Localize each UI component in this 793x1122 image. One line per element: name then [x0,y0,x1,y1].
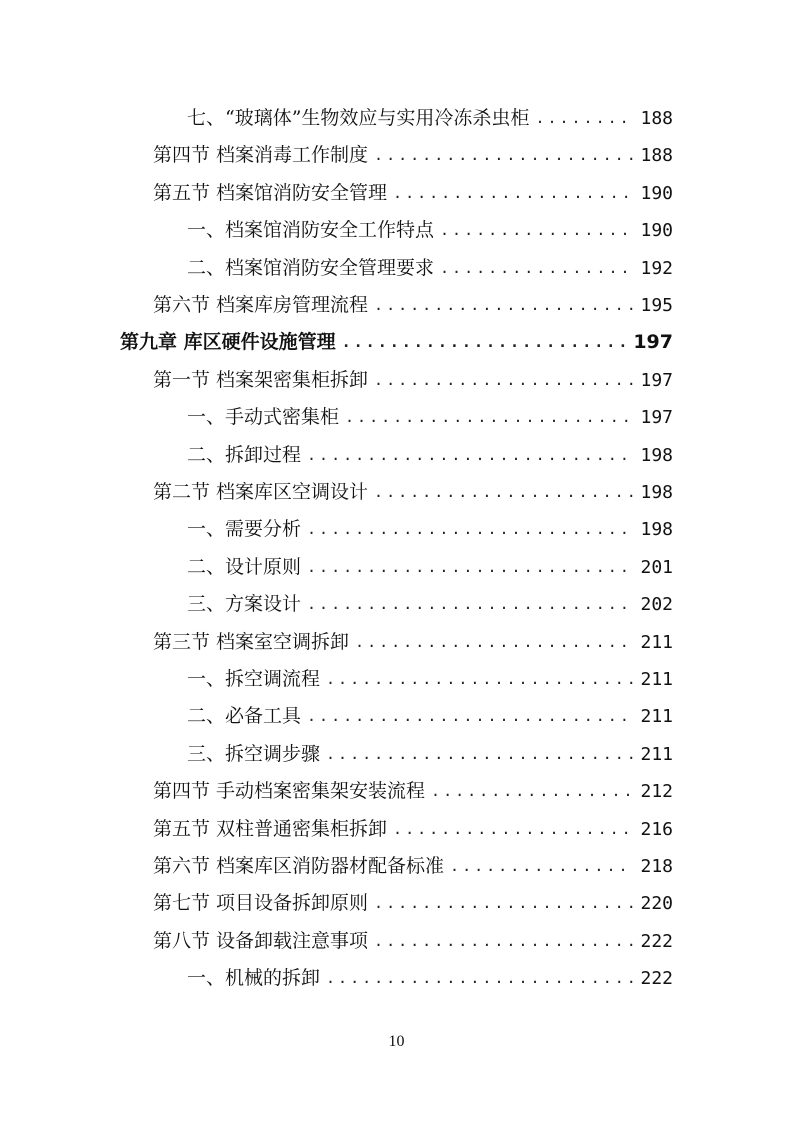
toc-entry[interactable] [187,437,673,474]
toc-entry-page: 188 [640,108,673,129]
toc-entry-title: 第六节 档案库房管理流程 [153,294,369,316]
page-number: 10 [388,1033,405,1050]
toc-entry[interactable] [153,362,673,399]
toc-entry-title: 三、方案设计 [187,593,302,616]
toc-entry-page: 202 [640,594,673,616]
dot-leader [307,549,634,586]
toc-entry-title: 二、设计原则 [187,555,302,578]
toc-entry-page: 212 [640,781,673,803]
toc-entry[interactable] [187,549,673,586]
toc-entry[interactable] [153,287,673,324]
dot-leader [393,175,634,212]
dot-leader [307,437,634,474]
toc-entry[interactable] [153,811,673,848]
toc-entry-page: 211 [640,706,673,728]
toc-entry-page: 211 [640,631,673,653]
dot-leader [440,250,634,287]
toc-entry-page: 197 [640,369,673,391]
toc-entry[interactable] [187,586,673,623]
dot-leader [374,287,634,324]
toc-entry-title: 一、档案馆消防安全工作特点 [187,219,435,242]
toc-entry-title: 一、机械的拆卸 [187,967,321,990]
toc-entry-page: 198 [640,444,673,466]
dot-leader [326,736,634,773]
toc-entry-title: 第七节 项目设备拆卸原则 [153,892,369,915]
toc-entry-page: 222 [640,968,673,990]
toc-entry-page: 216 [640,818,673,840]
toc-entry-title: 第五节 档案馆消防安全管理 [153,181,388,204]
toc-entry-page: 218 [640,856,673,877]
toc-entry[interactable] [153,848,673,885]
toc-entry-title: 第六节 档案库区消防器材配备标准 [153,855,445,877]
toc-entry-page: 198 [640,482,673,503]
dot-leader [326,960,634,997]
toc-entry-title: 第二节 档案库区空调设计 [153,481,369,503]
toc-entry-page: 190 [640,220,673,242]
toc-entry-title: 七、“玻璃体”生物效应与实用冷冻杀虫柜 [187,107,530,129]
dot-leader [374,923,634,960]
toc-entry-title: 二、档案馆消防安全管理要求 [187,256,435,279]
dot-leader [535,100,634,137]
dot-leader [307,511,634,548]
dot-leader [342,324,628,361]
toc-entry[interactable] [120,324,673,361]
toc-entry[interactable] [187,399,673,436]
dot-leader [326,661,634,698]
toc-entry-title: 一、拆空调流程 [187,668,321,690]
toc-entry-title: 二、拆卸过程 [187,443,302,466]
toc-entry-page: 220 [640,893,673,915]
toc-entry-page: 201 [640,556,673,578]
dot-leader [393,811,634,848]
dot-leader [307,586,634,623]
toc-entry-page: 190 [640,182,673,204]
dot-leader [440,212,634,249]
dot-leader [374,362,634,399]
toc-entry-title: 二、必备工具 [187,705,302,728]
toc-entry[interactable] [187,100,673,137]
toc-entry[interactable] [187,661,673,698]
toc-entry-page: 211 [640,743,673,765]
toc-entry-page: 211 [640,669,673,690]
toc-entry-title: 三、拆空调步骤 [187,742,321,765]
toc-entry[interactable] [153,624,673,661]
toc-entry[interactable] [153,474,673,511]
dot-leader [355,624,634,661]
toc-entry-title: 第八节 设备卸载注意事项 [153,929,369,952]
toc-entry-page: 197 [633,331,673,354]
toc-entry-title: 一、需要分析 [187,518,302,541]
toc-entry-title: 一、手动式密集柜 [187,406,340,429]
dot-leader [450,848,634,885]
toc-entry-title: 第五节 双柱普通密集柜拆卸 [153,817,388,840]
toc-entry-page: 192 [640,257,673,279]
toc-entry-title: 第四节 档案消毒工作制度 [153,144,369,167]
toc-entry-page: 198 [640,519,673,541]
toc-entry-title: 第三节 档案室空调拆卸 [153,630,350,653]
toc-entry[interactable] [187,250,673,287]
toc-entry[interactable] [153,885,673,922]
toc-entry[interactable] [187,960,673,997]
dot-leader [374,137,634,174]
toc-entry[interactable] [153,137,673,174]
dot-leader [431,773,634,810]
toc-entry[interactable] [153,923,673,960]
toc-entry-title: 第一节 档案架密集柜拆卸 [153,368,369,391]
toc-entry-page: 188 [640,145,673,167]
dot-leader [374,474,634,511]
toc-entry[interactable] [153,175,673,212]
dot-leader [345,399,634,436]
toc-entry-page: 197 [640,407,673,429]
toc-entry-title: 第九章 库区硬件设施管理 [120,331,336,354]
toc-entry[interactable] [187,511,673,548]
toc-entry[interactable] [187,736,673,773]
toc-entry[interactable] [187,212,673,249]
toc-entry[interactable] [153,773,673,810]
dot-leader [307,698,634,735]
toc-entry-page: 222 [640,930,673,952]
dot-leader [374,885,634,922]
toc-entry-title: 第四节 手动档案密集架安装流程 [153,780,426,803]
toc-entry-page: 195 [640,295,673,316]
toc-entry[interactable] [187,698,673,735]
